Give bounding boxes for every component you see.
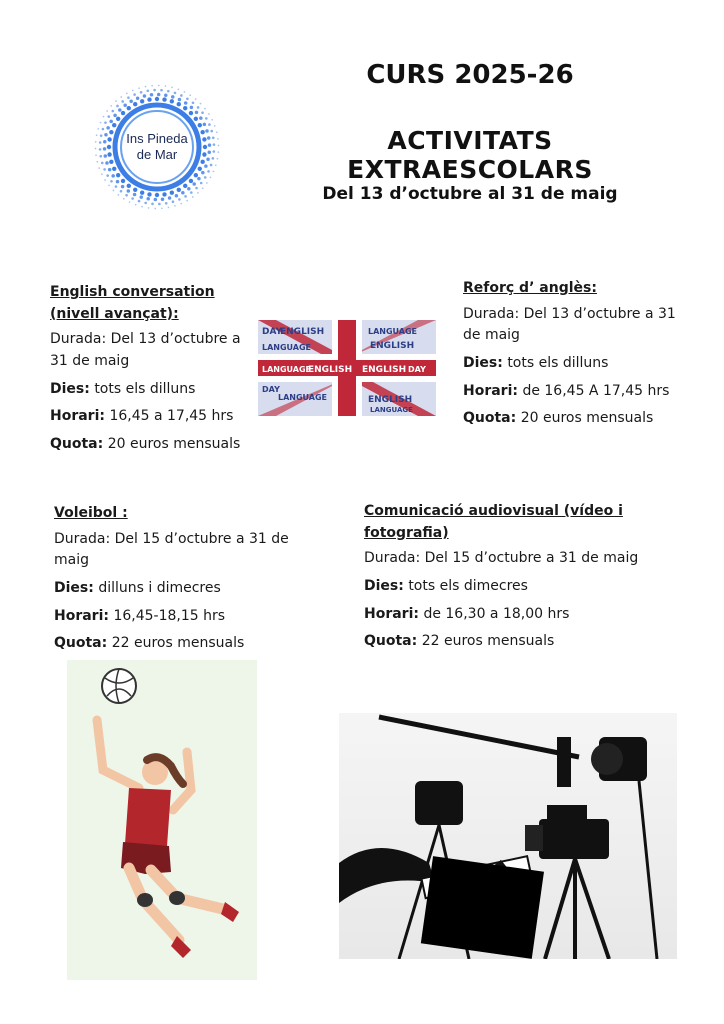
logo-halo-dot (213, 171, 215, 173)
logo-halo-dot (151, 85, 153, 87)
film-equipment-photo (339, 713, 677, 959)
logo-halo-dot (147, 97, 151, 101)
logo-halo-dot (107, 115, 110, 118)
logo-halo-dot (96, 161, 98, 163)
logo-halo-dot (104, 121, 107, 124)
logo-halo-dot (180, 203, 182, 205)
union-jack-word-cloud-image (258, 320, 436, 416)
logo-halo-dot (165, 85, 167, 87)
fee-label: Quota: (50, 436, 104, 453)
activity-english-conversation (50, 282, 250, 462)
logo-halo-dot (162, 192, 166, 196)
logo-halo-dot (164, 93, 168, 97)
logo-halo-dot (103, 168, 106, 171)
logo-halo-dot (192, 182, 196, 186)
logo-halo-dot (101, 173, 103, 175)
activity-schedule: de 16,45 A 17,45 hrs (522, 382, 670, 399)
logo-halo-dot (110, 105, 112, 107)
logo-halo-dot (139, 195, 143, 199)
logo-halo-dot (154, 208, 156, 210)
logo-halo-dot (118, 108, 122, 112)
logo-halo-dot (155, 97, 159, 101)
logo-halo-dot (207, 150, 211, 154)
logo-halo-dot (212, 136, 215, 139)
activity-audiovisual (364, 501, 694, 659)
logo-halo-dot (158, 85, 160, 87)
logo-halo-dot (192, 101, 195, 104)
logo-halo-dot (202, 152, 206, 156)
logo-halo-dot (189, 94, 191, 96)
logo-halo-dot (174, 205, 176, 207)
activity-days: dilluns i dimecres (98, 580, 221, 597)
logo-halo-dot (198, 123, 202, 127)
logo-halo-dot (131, 197, 134, 200)
logo-halo-dot (195, 98, 197, 100)
activity-schedule: de 16,30 a 18,00 hrs (423, 605, 570, 622)
logo-halo-dot (158, 203, 161, 206)
logo-halo-dot (189, 111, 193, 115)
logo-halo-dot (115, 100, 117, 102)
activity-english-reinforcement (463, 278, 683, 436)
volleyball-player-illustration (67, 660, 257, 980)
logo-halo-dot (189, 179, 193, 183)
flag-word: DAY (408, 365, 426, 374)
logo-halo-dot (172, 200, 175, 203)
logo-halo-dot (197, 106, 200, 109)
logo-halo-dot (146, 197, 150, 201)
logo-halo-dot (167, 90, 170, 93)
logo-halo-dot (98, 167, 100, 169)
logo-halo-dot (201, 111, 204, 114)
logo-halo-dot (198, 167, 202, 171)
logo-halo-dot (211, 119, 213, 121)
logo-halo-dot (104, 179, 106, 181)
logo-halo-dot (101, 162, 104, 165)
logo-halo-dot (140, 91, 143, 94)
logo-text-line2: de Mar (136, 147, 178, 162)
logo-halo-dot (205, 129, 209, 133)
logo-halo-dot (95, 141, 97, 143)
logo-halo-dot (129, 201, 131, 203)
flag-word: ENGLISH (280, 327, 325, 337)
logo-halo-dot (116, 105, 119, 108)
days-label: Dies: (364, 578, 404, 595)
logo-halo-dot (102, 128, 105, 131)
logo-halo-dot (112, 123, 116, 127)
logo-halo-dot (171, 86, 173, 88)
logo-halo-dot (194, 173, 198, 177)
logo-halo-dot (184, 91, 186, 93)
logo-halo-dot (170, 190, 174, 194)
logo-halo-dot (99, 155, 102, 158)
logo-halo-dot (210, 177, 212, 179)
logo-halo-dot (217, 138, 219, 140)
logo-halo-dot (116, 117, 120, 121)
logo-halo-dot (95, 154, 97, 156)
flag-word: ENGLISH (368, 395, 413, 405)
activity-title: Reforç d’ anglès: (463, 280, 597, 296)
logo-text-line1: Ins Pineda (126, 131, 188, 146)
logo-halo-dot (107, 137, 111, 141)
logo-halo-dot (206, 182, 208, 184)
logo-halo-dot (184, 195, 187, 198)
logo-halo-dot (178, 198, 181, 201)
logo-halo-dot (108, 185, 110, 187)
days-label: Dies: (54, 580, 94, 597)
logo-halo-dot (132, 90, 134, 92)
logo-halo-dot (212, 157, 215, 160)
logo-halo-dot (177, 102, 181, 106)
logo-halo-dot (210, 164, 213, 167)
logo-halo-dot (112, 167, 116, 171)
logo-halo-dot (103, 140, 107, 144)
activity-fee: 20 euros mensuals (520, 410, 654, 427)
logo-halo-dot (107, 145, 111, 149)
logo-halo-dot (153, 89, 156, 92)
logo-halo-dot (120, 96, 122, 98)
activity-duration: Durada: Del 15 d’octubre a 31 de maig (364, 550, 639, 567)
logo-halo-dot (116, 180, 120, 184)
logo-halo-dot (127, 96, 130, 99)
logo-halo-dot (109, 160, 113, 164)
logo-halo-dot (177, 188, 181, 192)
logo-halo-dot (145, 86, 147, 88)
schedule-label: Horari: (54, 607, 109, 624)
logo-halo-dot (121, 179, 125, 183)
logo-halo-dot (113, 114, 117, 118)
logo-halo-dot (157, 93, 161, 97)
activity-fee: 22 euros mensuals (111, 635, 245, 652)
activity-duration: Durada: Del 15 d’octubre a 31 de maig (54, 530, 289, 569)
activity-schedule: 16,45 a 17,45 hrs (109, 408, 234, 425)
logo-halo-dot (146, 89, 149, 92)
logo-halo-dot (175, 194, 179, 198)
page-title: ACTIVITATS EXTRAESCOLARS (347, 126, 593, 184)
days-label: Dies: (50, 380, 90, 397)
logo-halo-dot (133, 188, 137, 192)
school-logo (92, 82, 222, 212)
logo-halo-dot (208, 113, 210, 115)
activity-duration: Durada: Del 13 d’octubre a 31 de maig (50, 331, 241, 370)
logo-halo-dot (194, 117, 198, 121)
logo-halo-dot (174, 92, 177, 95)
logo-halo-dot (123, 103, 127, 107)
logo-halo-dot (99, 148, 102, 151)
flag-word: DAY (262, 385, 280, 394)
logo-halo-dot (100, 122, 102, 124)
logo-halo-dot (213, 143, 216, 146)
logo-halo-dot (178, 98, 182, 102)
logo-halo-dot (96, 134, 98, 136)
logo-halo-dot (200, 160, 204, 164)
logo-halo-dot (200, 182, 203, 185)
logo-halo-dot (214, 125, 216, 127)
activity-volleyball (54, 503, 294, 661)
logo-halo-dot (162, 97, 166, 101)
logo-halo-dot (148, 207, 150, 209)
logo-halo-dot (109, 130, 113, 134)
logo-halo-dot (210, 130, 213, 133)
logo-halo-dot (218, 145, 220, 147)
flag-word: LANGUAGE (262, 365, 312, 374)
logo-halo-dot (190, 191, 193, 194)
activity-fee: 20 euros mensuals (107, 436, 241, 453)
logo-halo-dot (100, 134, 103, 137)
fee-label: Quota: (463, 410, 517, 427)
logo-halo-dot (151, 203, 154, 206)
logo-halo-dot (138, 87, 140, 89)
logo-halo-dot (140, 99, 144, 103)
logo-halo-dot (118, 194, 120, 196)
logo-halo-dot (121, 111, 125, 115)
logo-halo-dot (121, 185, 125, 189)
logo-halo-dot (141, 206, 143, 208)
logo-halo-dot (195, 187, 198, 190)
logo-halo-dot (106, 110, 108, 112)
logo-halo-dot (103, 116, 105, 118)
logo-halo-dot (207, 170, 210, 173)
logo-halo-dot (207, 136, 211, 140)
activity-schedule: 16,45-18,15 hrs (113, 607, 226, 624)
logo-halo-dot (127, 184, 131, 188)
logo-halo-dot (138, 200, 141, 203)
activity-days: tots els dimecres (408, 578, 528, 595)
logo-halo-dot (99, 141, 102, 144)
logo-halo-dot (195, 111, 199, 115)
logo-halo-dot (183, 184, 187, 188)
logo-halo-dot (105, 161, 109, 165)
logo-halo-dot (190, 106, 194, 110)
schedule-label: Horari: (463, 382, 518, 399)
logo-halo-dot (161, 207, 163, 209)
activity-title: Comunicació audiovisual (vídeo i fotografia) (364, 503, 623, 541)
logo-halo-dot (205, 117, 208, 120)
logo-halo-dot (213, 150, 216, 153)
logo-halo-dot (120, 190, 123, 193)
logo-halo-dot (154, 198, 158, 202)
fee-label: Quota: (364, 633, 418, 650)
logo-halo-dot (215, 164, 217, 166)
logo-halo-dot (110, 180, 113, 183)
logo-halo-dot (200, 130, 204, 134)
logo-halo-dot (204, 108, 206, 110)
logo-halo-dot (115, 185, 118, 188)
flag-word: LANGUAGE (370, 406, 413, 414)
logo-halo-dot (160, 89, 163, 92)
logo-halo-dot (127, 189, 131, 193)
logo-halo-dot (161, 197, 165, 201)
logo-halo-dot (171, 95, 175, 99)
logo-halo-dot (202, 187, 204, 189)
logo-halo-dot (147, 192, 151, 196)
logo-halo-dot (216, 131, 218, 133)
logo-halo-dot (186, 97, 189, 100)
logo-halo-dot (186, 200, 188, 202)
logo-halo-dot (165, 202, 168, 205)
logo-halo-dot (125, 194, 128, 197)
logo-halo-dot (95, 148, 97, 150)
schedule-label: Horari: (364, 605, 419, 622)
logo-halo-dot (217, 158, 219, 160)
logo-halo-dot (202, 137, 206, 141)
flag-word: DAY (262, 327, 283, 337)
activity-duration: Durada: Del 13 d’octubre a 31 de maig (463, 305, 676, 344)
logo-halo-dot (97, 128, 99, 130)
schedule-label: Horari: (50, 408, 105, 425)
logo-halo-dot (111, 110, 114, 113)
flag-word: ENGLISH (370, 341, 415, 351)
course-title: CURS 2025-26 (366, 60, 574, 90)
flag-word: LANGUAGE (262, 343, 312, 352)
logo-halo-dot (109, 120, 113, 124)
fee-label: Quota: (54, 635, 108, 652)
activity-title: English conversation (nivell avançat): (50, 284, 215, 322)
logo-halo-dot (116, 173, 120, 177)
logo-halo-dot (126, 93, 128, 95)
logo-halo-dot (143, 94, 147, 98)
logo-halo-dot (106, 126, 110, 130)
flag-word: ENGLISH (308, 365, 353, 375)
logo-halo-dot (111, 174, 115, 178)
flag-word: LANGUAGE (278, 393, 328, 402)
logo-halo-dot (133, 102, 137, 106)
logo-halo-dot (183, 106, 187, 110)
logo-halo-dot (140, 190, 144, 194)
logo-halo-dot (144, 202, 147, 205)
flag-word: ENGLISH (362, 365, 407, 375)
logo-halo-dot (204, 164, 208, 168)
days-label: Dies: (463, 355, 503, 372)
activity-days: tots els dilluns (507, 355, 609, 372)
logo-halo-dot (121, 100, 124, 103)
logo-halo-dot (180, 94, 183, 97)
logo-halo-dot (208, 123, 211, 126)
logo-halo-dot (136, 96, 140, 100)
logo-halo-dot (123, 198, 125, 200)
logo-halo-dot (217, 151, 219, 153)
logo-halo-dot (113, 190, 115, 192)
logo-halo-dot (129, 100, 133, 104)
logo-halo-dot (201, 171, 205, 175)
logo-halo-dot (104, 133, 108, 137)
logo-halo-dot (168, 196, 172, 200)
date-range: Del 13 d’octubre al 31 de maig (322, 184, 618, 204)
logo-halo-dot (197, 177, 201, 181)
logo-halo-dot (106, 174, 109, 177)
logo-halo-dot (177, 88, 179, 90)
logo-halo-dot (181, 191, 185, 195)
logo-halo-dot (104, 154, 108, 158)
logo-halo-dot (203, 145, 207, 149)
logo-halo-dot (135, 204, 137, 206)
logo-halo-dot (187, 187, 191, 191)
logo-halo-dot (107, 152, 111, 156)
logo-halo-dot (192, 196, 194, 198)
flag-word: LANGUAGE (368, 327, 418, 336)
logo-halo-dot (184, 101, 188, 105)
logo-halo-dot (155, 193, 159, 197)
logo-halo-dot (127, 106, 131, 110)
logo-halo-dot (108, 168, 112, 172)
logo-halo-dot (197, 192, 199, 194)
logo-halo-dot (208, 143, 212, 147)
activity-fee: 22 euros mensuals (421, 633, 555, 650)
logo-halo-dot (199, 116, 203, 120)
logo-halo-dot (133, 193, 137, 197)
logo-halo-dot (200, 103, 202, 105)
activity-days: tots els dilluns (94, 380, 196, 397)
logo-halo-dot (170, 99, 174, 103)
activity-title: Voleibol : (54, 505, 128, 521)
logo-halo-dot (203, 123, 207, 127)
logo-halo-dot (206, 158, 210, 162)
logo-halo-dot (204, 176, 207, 179)
logo-halo-dot (168, 207, 170, 209)
logo-halo-dot (150, 93, 154, 97)
logo-halo-dot (133, 93, 136, 96)
logo-halo-dot (103, 147, 107, 151)
